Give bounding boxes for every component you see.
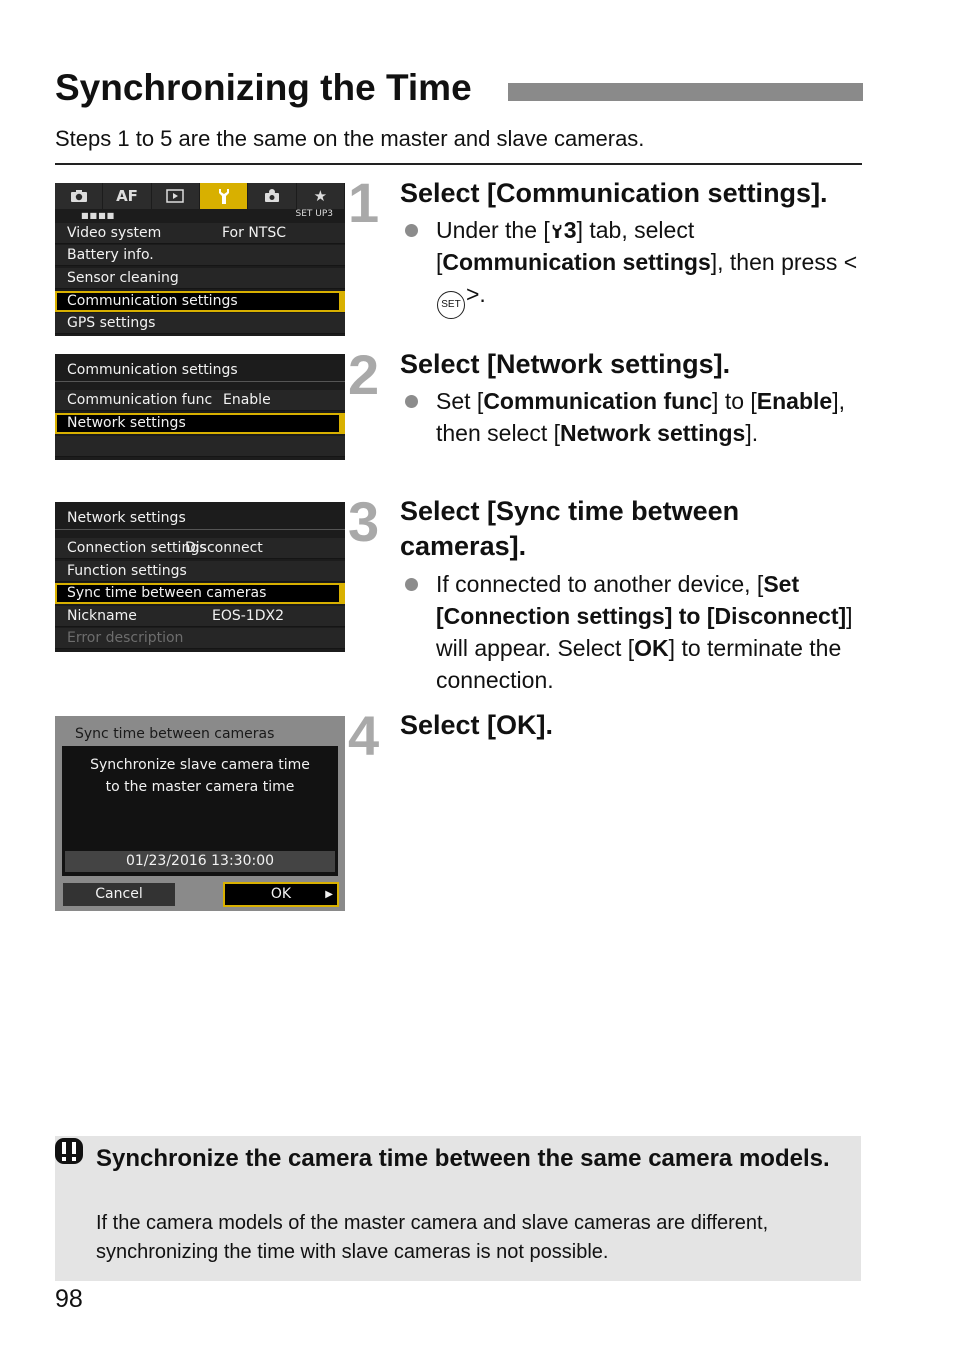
menu-row-empty: [55, 436, 345, 457]
step-number: 1: [348, 171, 380, 234]
step-number: 2: [348, 343, 380, 406]
triangle-right-icon: ▶: [325, 889, 333, 900]
menu-row-selected: [55, 413, 345, 434]
camera-icon: [55, 183, 103, 209]
menu-row: [55, 223, 345, 244]
step-heading: Select [OK].: [400, 710, 554, 740]
tab-indicator-strip: [55, 209, 345, 221]
wrench-icon: [550, 217, 564, 243]
dialog-message: [62, 754, 338, 798]
menu-row: [55, 390, 345, 411]
menu-row: [55, 245, 345, 266]
caution-heading: Synchronize the camera time between the same camera models.: [96, 1145, 830, 1172]
dialog-title: Sync time between cameras: [75, 726, 275, 742]
tab-af: AF: [103, 183, 151, 209]
page-dots-icon: ■■■■: [81, 211, 116, 220]
menu-row: [55, 538, 345, 559]
menu-row-selected: [55, 583, 345, 604]
page-subtitle: Steps 1 to 5 are the same on the master and slave cameras.: [55, 126, 645, 151]
text-bold: Network settings: [560, 420, 746, 446]
menu-row-disabled: [55, 628, 345, 649]
step-heading: Select [Sync time between cameras].: [400, 496, 740, 561]
menu-row-label: Connection settings: [67, 540, 207, 556]
text-run: ], then select [: [436, 388, 845, 446]
wrench-icon: [200, 183, 248, 209]
bullet-icon: [405, 224, 418, 237]
menu-row: [55, 313, 345, 334]
menu-row: [55, 268, 345, 289]
menu-row-label: Communication func: [67, 392, 213, 408]
menu-row-label: Network settings: [67, 415, 186, 431]
custom-function-icon: [248, 183, 296, 209]
text-run: ] to [: [712, 388, 757, 414]
menu-row-label: Function settings: [67, 563, 187, 579]
screen-header: Communication settings: [55, 356, 345, 382]
text-run: >.: [466, 281, 486, 307]
text-bold: OK: [634, 635, 669, 661]
menu-row-label: Battery info.: [67, 247, 154, 263]
menu-row-value: Disconnect: [185, 540, 263, 556]
dialog-body: [62, 746, 338, 876]
text-bold: 3: [563, 217, 577, 243]
menu-row-value: Enable: [223, 392, 271, 408]
dialog-message-line: to the master camera time: [105, 779, 295, 795]
menu-row: [55, 561, 345, 582]
page-title: Synchronizing the Time: [55, 67, 472, 108]
ok-button: [223, 882, 339, 907]
star-icon: ★: [297, 183, 345, 209]
step-body: [436, 385, 866, 449]
text-run: ] tab, select [: [436, 217, 695, 275]
menu-row-label: Nickname: [67, 608, 137, 624]
bullet-icon: [405, 578, 418, 591]
menu-row-selected: [55, 291, 345, 312]
header-rule: [55, 163, 862, 165]
text-run: If connected to another device, [: [436, 571, 764, 597]
screen-setup-menu: [55, 183, 345, 336]
menu-row-label: Sensor cleaning: [67, 270, 179, 286]
tab-code: SET UP3: [295, 209, 333, 219]
menu-row-value: For NTSC: [222, 225, 287, 241]
step-number: 4: [348, 704, 380, 767]
cancel-button: Cancel: [63, 883, 175, 906]
step-body: [436, 214, 866, 319]
menu-tab-bar: [55, 183, 345, 209]
caution-icon: [54, 1137, 84, 1165]
menu-row-value: EOS-1DX2: [212, 608, 284, 624]
screen-network-settings: [55, 502, 345, 652]
title-decor-bar: [508, 83, 863, 101]
menu-row-label: Sync time between cameras: [67, 585, 267, 601]
caution-body: If the camera models of the master camera and slave cameras are different, synchronizing the time with slave cameras is not possible.: [96, 1212, 769, 1263]
text-bold: Set [Connection settings] to [Disconnect]: [436, 571, 847, 629]
step-heading: Select [Network settings].: [400, 349, 731, 379]
menu-row-label: Communication settings: [67, 293, 238, 309]
screen-sync-dialog: [55, 716, 345, 911]
text-bold: Enable: [756, 388, 833, 414]
text-run: Set [: [436, 388, 484, 414]
step-number: 3: [348, 490, 380, 553]
menu-row: [55, 606, 345, 627]
menu-row-label: Error description: [67, 630, 184, 646]
dialog-datetime: 01/23/2016 13:30:00: [65, 851, 335, 872]
playback-icon: [152, 183, 200, 209]
set-button-icon: SET: [437, 291, 465, 319]
step-heading: Select [Communication settings].: [400, 178, 828, 208]
text-bold: Communication settings: [442, 249, 711, 275]
text-run: ], then press <: [710, 249, 858, 275]
page-number: 98: [55, 1285, 83, 1313]
step-body: [436, 568, 866, 696]
screen-communication-settings: [55, 354, 345, 460]
dialog-message-line: Synchronize slave camera time: [90, 757, 310, 773]
ok-button-label: OK: [270, 886, 292, 902]
text-run: ].: [745, 420, 759, 446]
screen-header: Network settings: [55, 504, 345, 530]
menu-row-label: GPS settings: [67, 315, 156, 331]
bullet-icon: [405, 395, 418, 408]
menu-row-label: Video system: [67, 225, 162, 241]
text-bold: Communication func: [483, 388, 713, 414]
text-run: ] will appear. Select [: [436, 603, 853, 661]
text-run: ] to terminate the connection.: [436, 635, 842, 693]
text-run: Under the [: [436, 217, 550, 243]
